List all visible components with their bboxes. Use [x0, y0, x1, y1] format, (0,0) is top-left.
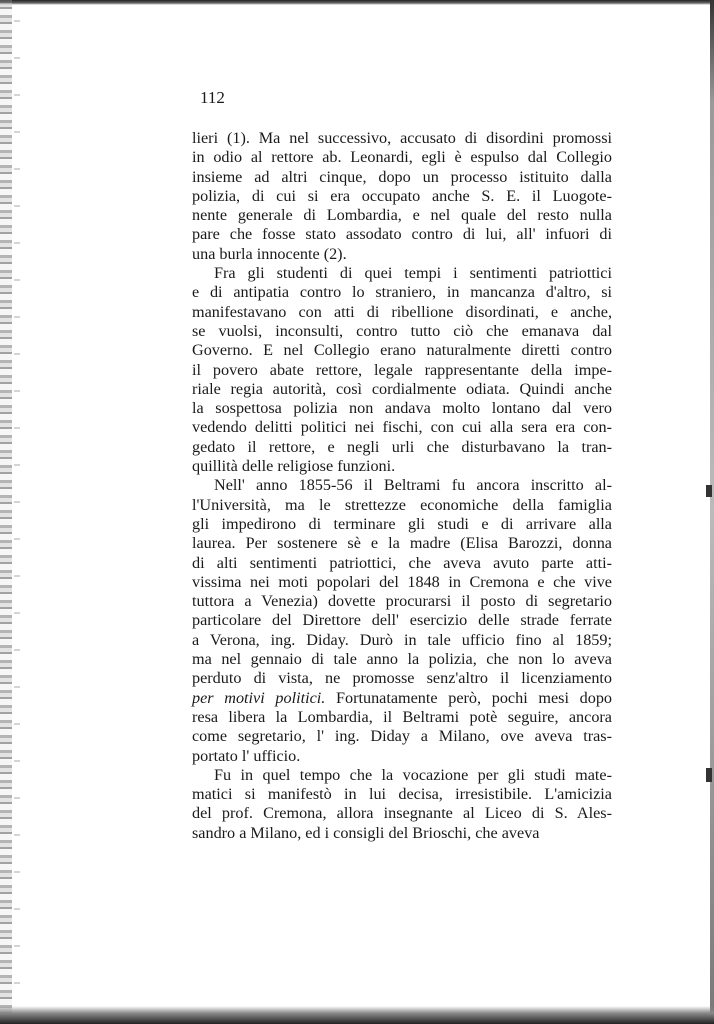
- line-text: a Verona, ing. Diday. Durò in tale ufficio fino al 1859;: [192, 630, 612, 649]
- line-text: [192, 689, 612, 708]
- line-text: Fra gli studenti di quei tempi i sentimenti patriottici: [214, 264, 612, 283]
- scan-bottom-edge: [0, 1006, 714, 1024]
- body-text: [192, 129, 612, 843]
- text-line: [192, 399, 612, 418]
- line-text: Fu in quel tempo che la vocazione per gli studi mate-: [214, 765, 612, 784]
- scan-top-edge: [0, 0, 714, 5]
- italic-text: per motivi politici.: [192, 688, 326, 707]
- text-line: [192, 766, 612, 785]
- line-text: insieme ad altri cinque, dopo un processo istituito dalla: [192, 167, 612, 186]
- line-text: una burla innocente (2).: [192, 244, 347, 263]
- text-line: [192, 438, 612, 457]
- text-line: [192, 554, 612, 573]
- paragraph: [192, 476, 612, 765]
- text-line: [192, 611, 612, 630]
- line-text: nente generale di Lombardia, e nel quale del resto nulla: [192, 206, 612, 225]
- scan-mark: [706, 768, 712, 782]
- line-text: tuttora a Venezia) dovette procurarsi il posto di segretario: [192, 592, 612, 611]
- line-text: Governo. E nel Collegio erano naturalmente diretti contro: [192, 341, 612, 360]
- line-text: lieri (1). Ma nel successivo, accusato di disordini promossi: [192, 129, 612, 147]
- text-line: [192, 785, 612, 804]
- line-text: ma nel gennaio di tale anno la polizia, che non lo aveva: [192, 650, 612, 669]
- line-text: portato l' ufficio.: [192, 746, 301, 765]
- scan-left-edge: [0, 0, 12, 1024]
- line-text: in odio al rettore ab. Leonardi, egli è espulso dal Collegio: [192, 148, 612, 167]
- text-line: [192, 727, 612, 746]
- text-line: [192, 245, 612, 264]
- paragraph: [192, 264, 612, 476]
- page-number: 112: [200, 88, 225, 107]
- line-text: laurea. Per sostenere sè e la madre (Elisa Barozzi, donna: [192, 534, 612, 553]
- text-line: [192, 689, 612, 708]
- text-line: [192, 804, 612, 823]
- text-line: [192, 187, 612, 206]
- line-text: vissima nei moti popolari del 1848 in Cremona e che vive: [192, 572, 612, 591]
- line-text: sandro a Milano, ed i consigli del Brioschi, che aveva: [192, 823, 540, 842]
- scan-mark: [706, 485, 712, 497]
- text-line: [192, 380, 612, 399]
- text-line: [192, 476, 612, 495]
- line-text: matici si manifestò in lui decisa, irresistibile. L'amicizia: [192, 785, 612, 804]
- line-text: l'Università, ma le strettezze economiche della famiglia: [192, 495, 612, 514]
- text-line: [192, 168, 612, 187]
- line-text: come segretario, l' ing. Diday a Milano, ove aveva tras-: [192, 727, 612, 746]
- text-line: [192, 418, 612, 437]
- line-text: se vuolsi, inconsulti, contro tutto ciò che emanava dal: [192, 321, 612, 340]
- line-text: quillità delle religiose funzioni.: [192, 457, 396, 476]
- text-line: [192, 650, 612, 669]
- text-line: [192, 457, 612, 476]
- line-text: resa libera la Lombardia, il Beltrami potè seguire, ancora: [192, 707, 612, 726]
- line-text: perduto di vista, ne promosse senz'altro il licenziamento: [192, 669, 612, 688]
- scan-right-edge: [710, 0, 714, 1024]
- text-line: [192, 206, 612, 225]
- line-text: Nell' anno 1855-56 il Beltrami fu ancora inscritto al-: [214, 476, 612, 495]
- scan-left-noise: [14, 0, 20, 1024]
- text-line: [192, 361, 612, 380]
- line-text: il povero abate rettore, legale rappresentante della impe-: [192, 360, 612, 379]
- line-text: e di antipatia contro lo straniero, in mancanza d'altro, si: [192, 283, 612, 302]
- text-line: [192, 341, 612, 360]
- paragraph: [192, 766, 612, 843]
- line-text: gli impedirono di terminare gli studi e di arrivare alla: [192, 514, 612, 533]
- text-line: [192, 515, 612, 534]
- text-line: [192, 824, 612, 843]
- paragraph: [192, 129, 612, 264]
- line-text: vedendo delitti politici nei fischi, con cui alla sera era con-: [192, 418, 612, 437]
- line-text: polizia, di cui si era occupato anche S. E. il Luogote-: [192, 186, 612, 205]
- text-line: [192, 747, 612, 766]
- line-text: di alti sentimenti patriottici, che aveva avuto parte atti-: [192, 553, 612, 572]
- text-line: [192, 631, 612, 650]
- line-text: manifestavano con atti di ribellione disordinati, e anche,: [192, 302, 612, 321]
- text-line: [192, 708, 612, 727]
- text-line: [192, 264, 612, 283]
- text-line: [192, 669, 612, 688]
- text-line: [192, 496, 612, 515]
- line-text: particolare del Direttore dell' esercizio delle strade ferrate: [192, 611, 612, 630]
- line-text: la sospettosa polizia non andava molto lontano dal vero: [192, 399, 612, 418]
- line-text: pare che fosse stato assodato contro di lui, all' infuori di: [192, 225, 612, 244]
- line-text: del prof. Cremona, allora insegnante al Liceo di S. Ales-: [192, 804, 612, 823]
- text-line: [192, 322, 612, 341]
- text-line: [192, 303, 612, 322]
- text-line: [192, 283, 612, 302]
- text-line: [192, 225, 612, 244]
- text-line: [192, 573, 612, 592]
- text-line: [192, 592, 612, 611]
- text-line: [192, 129, 612, 148]
- text-line: [192, 534, 612, 553]
- line-text: gedato il rettore, e negli urli che disturbavano la tran-: [192, 437, 612, 456]
- text: Fortunatamente però, pochi mesi dopo: [325, 688, 613, 707]
- text-line: [192, 148, 612, 167]
- line-text: riale regia autorità, così cordialmente odiata. Quindi anche: [192, 379, 612, 398]
